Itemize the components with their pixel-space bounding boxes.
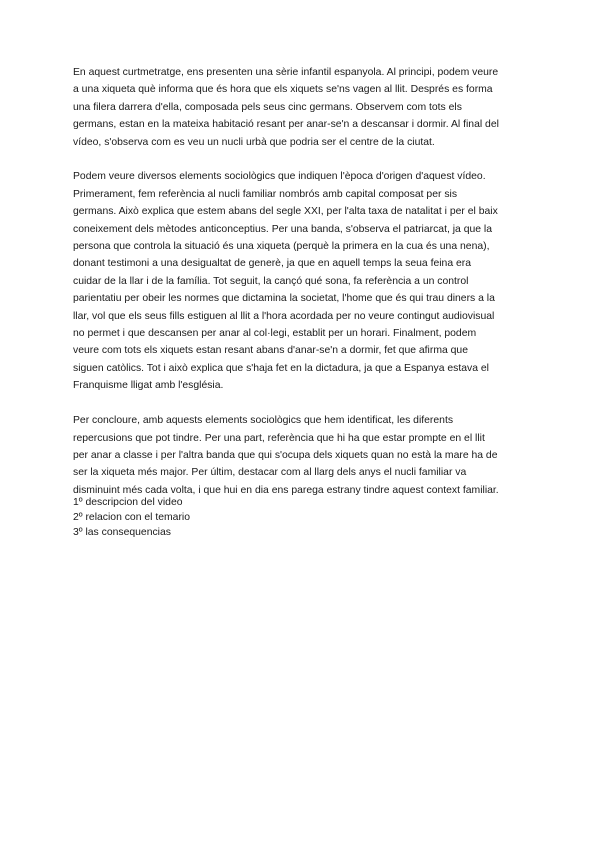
text-line: Primerament, fem referència al nucli familiar nombrós amb capital composat per sis	[73, 188, 458, 200]
text-line: cuidar de la llar i de la família. Tot seguit, la cançó qué sona, fa referència a un control	[73, 275, 469, 287]
text-line: llar, vol que els seus fills estiguen al llit a l'hora acordada per no veure contingut audiovisual	[73, 310, 495, 322]
paragraph-conclusion	[73, 412, 533, 499]
text-line: germans, estan en la mateixa habitació resant per anar-se'n a descansar i dormir. Al final del	[73, 119, 499, 131]
text-line: ser la xiqueta més major. Per últim, destacar com al llarg dels anys el nucli familiar va	[73, 467, 467, 479]
text-line: veure com tots els xiquets estan resant abans d'anar-se'n a dormir, fet que afirma que	[73, 345, 468, 357]
text-line: Franquisme lligat amb l'església.	[73, 380, 224, 392]
text-line: coneixement dels mètodes anticonceptius. Per una banda, s'observa el patriarcat, ja que la	[73, 223, 493, 235]
text-line: parientatiu per obeir les normes que dictamina la societat, l'home que és qui trau diners a la	[73, 293, 495, 305]
text-line: Per concloure, amb aquests elements sociològics que hem identificat, les diferents	[73, 415, 454, 427]
text-line: persona que controla la situació és una xiqueta (perquè la primera en la cua és una nena),	[73, 241, 490, 253]
text-line: Podem veure diversos elements sociològics que indiquen l'època d'origen d'aquest vídeo.	[73, 171, 486, 183]
text-line: repercusions que pot tindre. Per una part, referència que hi ha que estar prompte en el llit	[73, 432, 485, 444]
outline-item: 2º relacion con el temario	[73, 512, 190, 523]
text-line: vídeo, s'observa com es veu un nucli urbà que podria ser el centre de la ciutat.	[73, 136, 435, 148]
paragraph-description	[73, 64, 533, 151]
text-line: disminuint més cada volta, i que hui en dia ens parega estrany tindre aquest context familiar.	[73, 484, 499, 496]
text-line: per anar a classe i per l'altra banda que qui s'ocupa dels xiquets quan no està la mare ha de	[73, 449, 498, 461]
text-line: siguen catòlics. Tot i això explica que s'haja fet en la dictadura, ja que a Espanya estava el	[73, 362, 489, 374]
paragraph-analysis	[73, 168, 533, 394]
text-line: germans. Això explica que estem abans del segle XXI, per l'alta taxa de natalitat i per el baix	[73, 206, 498, 218]
text-line: donant testimoni a una desigualtat de generè, ja que en aquell temps la seua feina era	[73, 258, 472, 270]
outline-item: 3º las consequencias	[73, 527, 171, 538]
text-line: no permet i que descansen per anar al col·legi, establit per un horari. Finalment, podem	[73, 328, 477, 340]
text-line: En aquest curtmetratge, ens presenten una sèrie infantil espanyola. Al principi, podem veure	[73, 67, 499, 78]
document-body	[73, 64, 533, 517]
outline-list	[73, 495, 190, 540]
text-line: a una xiqueta què informa que és hora que els xiquets se'ns vagen al llit. Després es forma	[73, 84, 493, 96]
text-line: una filera darrera d'ella, composada pels seus cinc germans. Observem com tots els	[73, 101, 462, 113]
outline-item: 1º descripcion del video	[73, 497, 183, 508]
